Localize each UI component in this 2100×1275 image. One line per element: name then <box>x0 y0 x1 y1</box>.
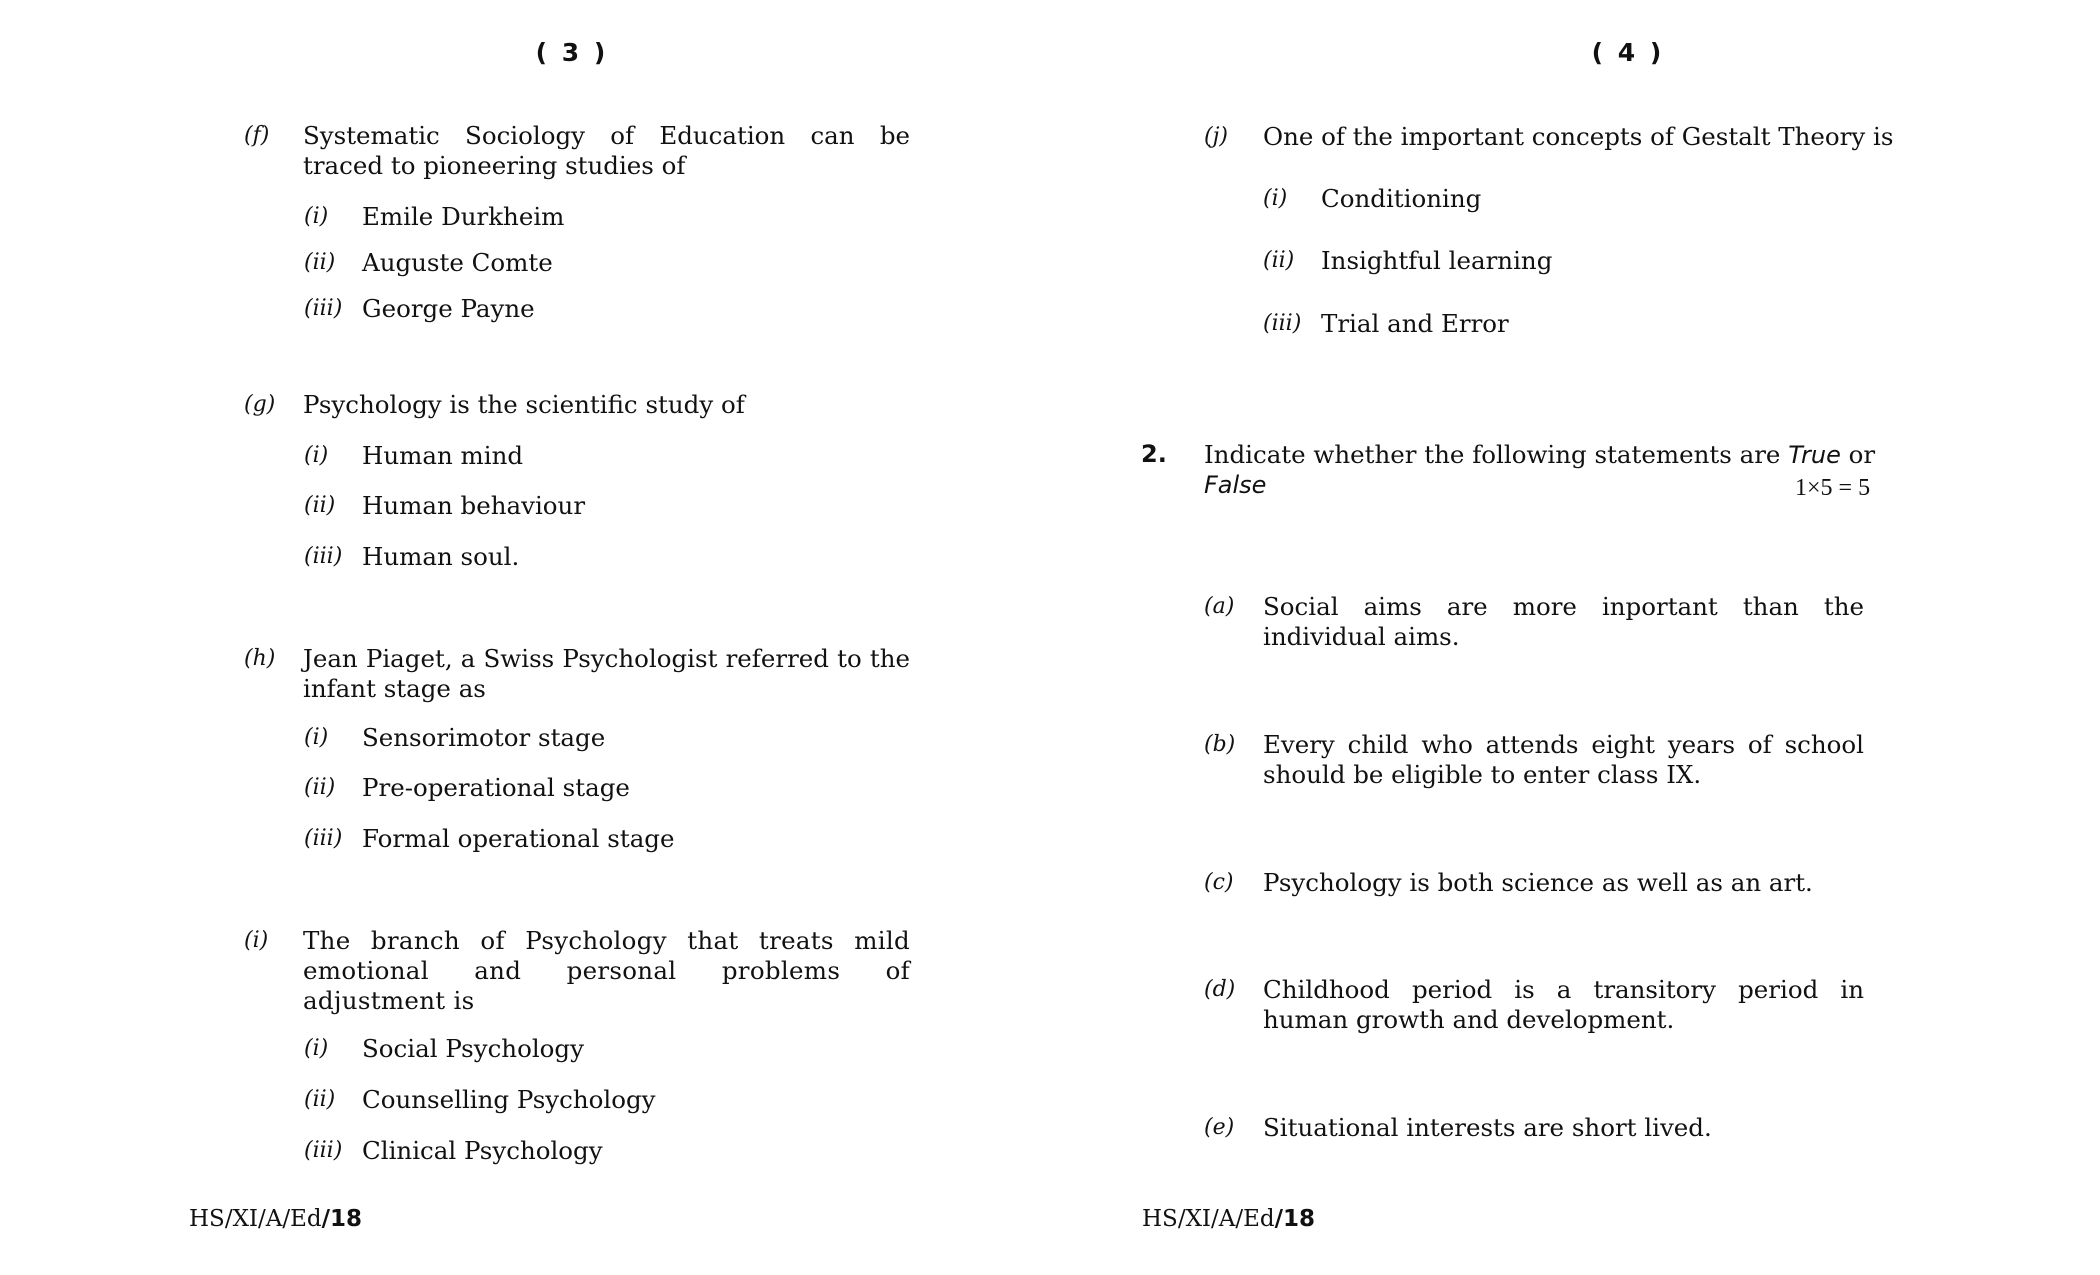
statement-text: Social aims are more inportant than the individual aims. <box>1263 592 1864 651</box>
option-text: Clinical Psychology <box>362 1136 603 1165</box>
option-label: (ii) <box>1263 248 1295 273</box>
stem-prefix: Indicate whether the following statements are <box>1204 440 1781 469</box>
question-label: (f) <box>244 123 270 148</box>
footer-year: /18 <box>1274 1206 1316 1232</box>
page-number: ( 3 ) <box>535 38 609 67</box>
question-label: (j) <box>1204 124 1228 149</box>
option-text: Counselling Psychology <box>362 1085 656 1114</box>
option-label: (i) <box>1263 186 1288 211</box>
option-label: (iii) <box>304 296 343 321</box>
question-stem: Psychology is the scientific study of <box>303 390 745 419</box>
option-label: (i) <box>304 1036 329 1061</box>
option-text: Formal operational stage <box>362 824 675 853</box>
option-text: George Payne <box>362 294 535 323</box>
true-word: True <box>1788 441 1841 469</box>
option-text: Auguste Comte <box>362 248 553 277</box>
option-text: Human mind <box>362 441 524 470</box>
option-text: Human soul. <box>362 542 520 571</box>
statement-label: (c) <box>1204 870 1234 895</box>
statement-text: Childhood period is a transitory period in human growth and development. <box>1263 975 1864 1034</box>
or-word: or <box>1848 440 1876 469</box>
option-text: Trial and Error <box>1321 309 1509 338</box>
option-label: (i) <box>304 443 329 468</box>
statement-label: (a) <box>1204 594 1235 619</box>
right-page <box>1050 0 2100 1275</box>
statement-label: (e) <box>1204 1115 1235 1140</box>
statement-text: Every child who attends eight years of school should be eligible to enter class IX. <box>1263 730 1864 789</box>
page-number: ( 4 ) <box>1591 38 1665 67</box>
option-label: (ii) <box>304 493 336 518</box>
option-label: (iii) <box>1263 311 1302 336</box>
footer-code-text: HS/XI/A/Ed <box>189 1206 322 1232</box>
option-label: (iii) <box>304 826 343 851</box>
option-label: (i) <box>304 725 329 750</box>
marks-allocation: 1×5 = 5 <box>1795 475 1871 501</box>
option-label: (iii) <box>304 544 343 569</box>
option-text: Conditioning <box>1321 184 1482 213</box>
statement-text: Psychology is both science as well as an art. <box>1263 868 1813 897</box>
question-label: (g) <box>244 392 276 417</box>
option-label: (ii) <box>304 1087 336 1112</box>
option-label: (i) <box>304 204 329 229</box>
question-2-number: 2. <box>1141 440 1167 468</box>
footer-code <box>189 1206 362 1232</box>
option-label: (ii) <box>304 775 336 800</box>
option-text: Insightful learning <box>1321 246 1553 275</box>
question-stem: One of the important concepts of Gestalt Theory is <box>1263 122 1894 151</box>
footer-code-text: HS/XI/A/Ed <box>1142 1206 1275 1232</box>
statement-text: Situational interests are short lived. <box>1263 1113 1712 1142</box>
question-stem: Systematic Sociology of Education can be traced to pioneering studies of <box>303 121 910 180</box>
false-word: False <box>1204 471 1267 499</box>
option-text: Sensorimotor stage <box>362 723 606 752</box>
option-text: Pre-operational stage <box>362 773 630 802</box>
question-stem: The branch of Psychology that treats mild emotional and personal problems of adjustment is <box>303 926 910 1015</box>
footer-year: /18 <box>321 1206 363 1232</box>
option-label: (iii) <box>304 1138 343 1163</box>
question-stem: Jean Piaget, a Swiss Psychologist referred to the infant stage as <box>303 644 910 703</box>
question-label: (h) <box>244 646 276 671</box>
question-label: (i) <box>244 928 269 953</box>
statement-label: (b) <box>1204 732 1236 757</box>
statement-label: (d) <box>1204 977 1236 1002</box>
option-text: Human behaviour <box>362 491 586 520</box>
option-text: Social Psychology <box>362 1034 584 1063</box>
footer-code <box>1142 1206 1315 1232</box>
option-text: Emile Durkheim <box>362 202 565 231</box>
option-label: (ii) <box>304 250 336 275</box>
